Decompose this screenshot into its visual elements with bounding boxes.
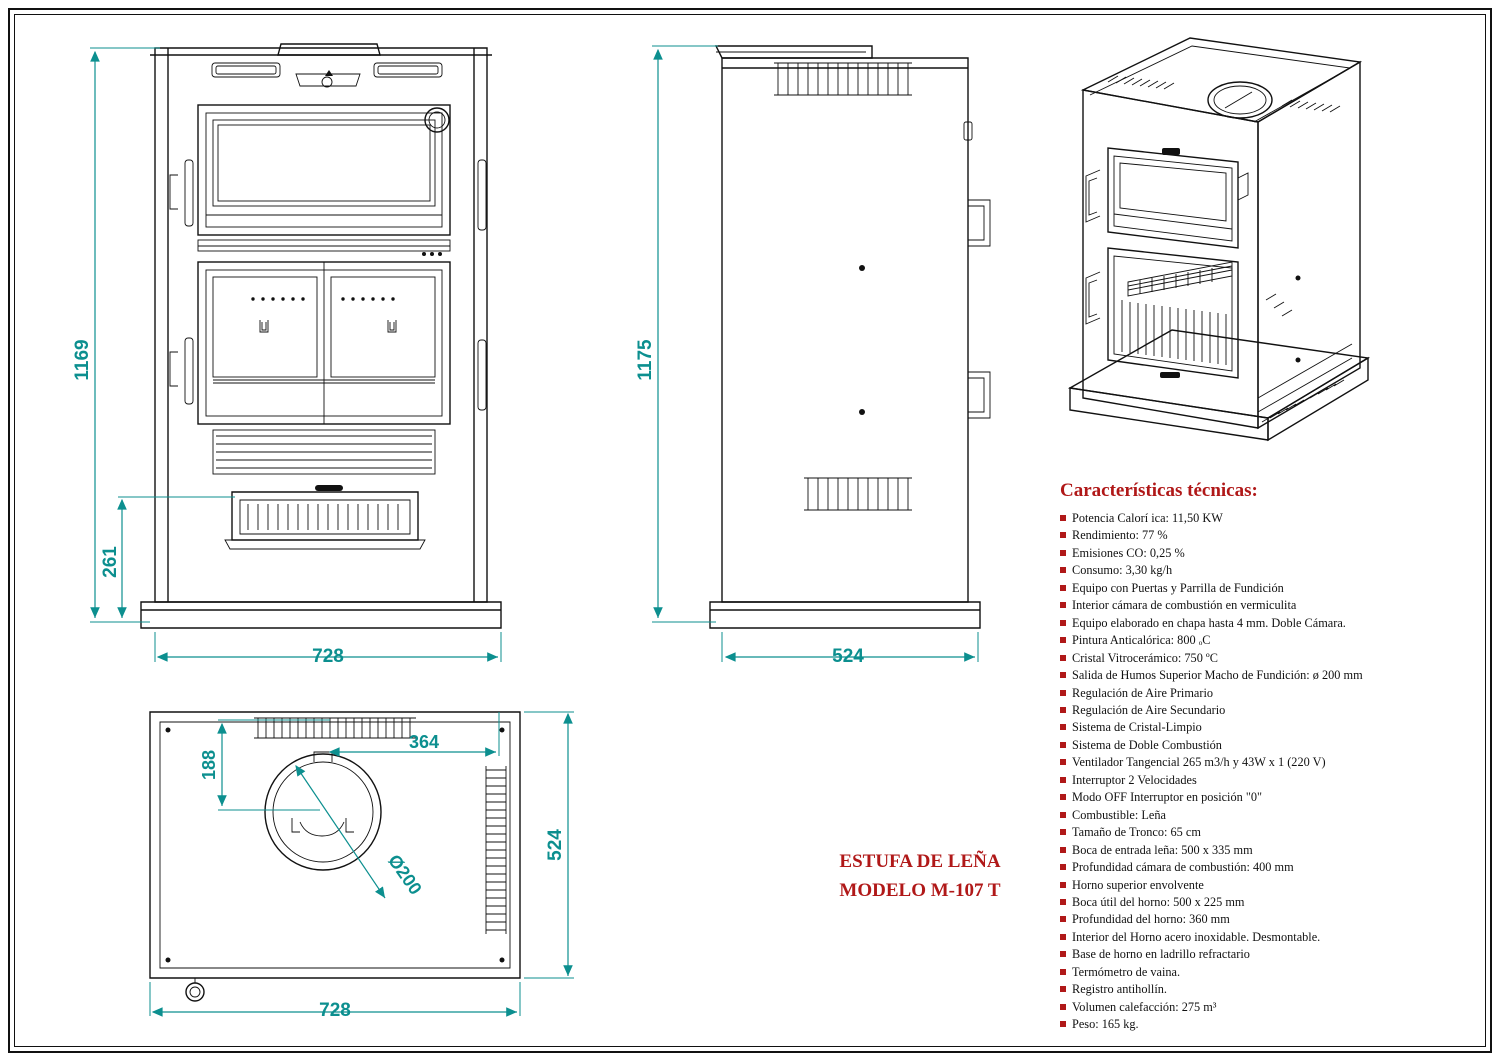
spec-bullet-icon <box>1060 585 1066 591</box>
specs-list <box>1060 510 1480 1034</box>
dim-top-depth: 524 <box>545 829 566 861</box>
spec-item <box>1060 545 1480 562</box>
specs-heading: Características técnicas: <box>1060 480 1258 501</box>
spec-bullet-icon <box>1060 515 1066 521</box>
spec-bullet-icon <box>1060 847 1066 853</box>
spec-item <box>1060 964 1480 981</box>
spec-bullet-icon <box>1060 812 1066 818</box>
spec-bullet-icon <box>1060 882 1066 888</box>
spec-item <box>1060 615 1480 632</box>
spec-item <box>1060 929 1480 946</box>
spec-item-label: Equipo con Puertas y Parrilla de Fundición <box>1072 580 1284 595</box>
spec-item <box>1060 859 1480 876</box>
spec-item <box>1060 632 1480 649</box>
spec-item-label: Pintura Anticalórica: 800 ₒC <box>1072 633 1211 648</box>
spec-item <box>1060 824 1480 841</box>
spec-bullet-icon <box>1060 777 1066 783</box>
spec-item <box>1060 999 1480 1016</box>
spec-item <box>1060 737 1480 754</box>
spec-bullet-icon <box>1060 794 1066 800</box>
spec-item-label: Tamaño de Tronco: 65 cm <box>1072 825 1201 840</box>
spec-item <box>1060 1016 1480 1033</box>
spec-item <box>1060 911 1480 928</box>
spec-item-label: Regulación de Aire Secundario <box>1072 702 1226 717</box>
dim-top-width: 728 <box>319 1000 351 1021</box>
spec-item-label: Boca útil del horno: 500 x 225 mm <box>1072 894 1245 909</box>
spec-item <box>1060 877 1480 894</box>
spec-item-label: Cristal Vitrocerámico: 750 ºC <box>1072 650 1218 665</box>
spec-item <box>1060 510 1480 527</box>
title-block <box>790 848 1050 905</box>
spec-bullet-icon <box>1060 532 1066 538</box>
spec-item-label: Modo OFF Interruptor en posición "0" <box>1072 790 1263 805</box>
spec-item-label: Interruptor 2 Velocidades <box>1072 772 1197 787</box>
spec-bullet-icon <box>1060 829 1066 835</box>
front-view <box>72 44 501 667</box>
spec-bullet-icon <box>1060 864 1066 870</box>
spec-item <box>1060 527 1480 544</box>
spec-item <box>1060 702 1480 719</box>
spec-item-label: Salida de Humos Superior Macho de Fundición: ø 200 mm <box>1072 668 1363 683</box>
spec-item <box>1060 894 1480 911</box>
dim-front-height: 1169 <box>72 339 93 381</box>
spec-bullet-icon <box>1060 620 1066 626</box>
dim-flue-offset-x: 364 <box>408 732 440 752</box>
dim-side-depth: 524 <box>832 646 864 667</box>
dim-front-base-height: 261 <box>100 546 121 578</box>
spec-item <box>1060 807 1480 824</box>
spec-item-label: Boca de entrada leña: 500 x 335 mm <box>1072 842 1253 857</box>
product-title-line2: MODELO M-107 T <box>839 879 1001 901</box>
side-view <box>635 46 990 667</box>
perspective-view <box>1070 38 1368 440</box>
spec-bullet-icon <box>1060 567 1066 573</box>
spec-item-label: Peso: 165 kg. <box>1072 1017 1139 1032</box>
spec-bullet-icon <box>1060 602 1066 608</box>
spec-bullet-icon <box>1060 969 1066 975</box>
spec-item-label: Emisiones CO: 0,25 % <box>1072 545 1185 560</box>
spec-item <box>1060 842 1480 859</box>
spec-bullet-icon <box>1060 759 1066 765</box>
spec-item <box>1060 946 1480 963</box>
spec-item-label: Rendimiento: 77 % <box>1072 528 1168 543</box>
spec-item-label: Ventilador Tangencial 265 m3/h y 43W x 1 (220 V) <box>1072 755 1326 770</box>
spec-item-label: Equipo elaborado en chapa hasta 4 mm. Doble Cámara. <box>1072 615 1346 630</box>
spec-bullet-icon <box>1060 1021 1066 1027</box>
dim-side-height: 1175 <box>635 339 656 381</box>
spec-item-label: Consumo: 3,30 kg/h <box>1072 563 1173 578</box>
spec-bullet-icon <box>1060 742 1066 748</box>
dim-flue-offset-y: 188 <box>199 749 219 781</box>
spec-item-label: Sistema de Cristal-Limpio <box>1072 720 1202 735</box>
dim-flue-diameter: Ø200 <box>384 850 426 899</box>
technical-specs-panel <box>1060 480 1480 1034</box>
spec-item-label: Combustible: Leña <box>1072 807 1166 822</box>
spec-item-label: Registro antihollín. <box>1072 982 1167 997</box>
spec-bullet-icon <box>1060 707 1066 713</box>
spec-bullet-icon <box>1060 655 1066 661</box>
spec-item <box>1060 667 1480 684</box>
spec-item-label: Regulación de Aire Primario <box>1072 685 1214 700</box>
spec-item <box>1060 650 1480 667</box>
spec-bullet-icon <box>1060 1004 1066 1010</box>
dim-front-width: 728 <box>312 646 344 667</box>
spec-item-label: Base de horno en ladrillo refractario <box>1072 947 1250 962</box>
spec-item <box>1060 981 1480 998</box>
spec-item <box>1060 685 1480 702</box>
spec-bullet-icon <box>1060 934 1066 940</box>
spec-item-label: Volumen calefacción: 275 m³ <box>1072 999 1217 1014</box>
spec-bullet-icon <box>1060 550 1066 556</box>
spec-bullet-icon <box>1060 637 1066 643</box>
spec-item <box>1060 562 1480 579</box>
spec-item-label: Interior del Horno acero inoxidable. Desmontable. <box>1072 929 1321 944</box>
spec-item <box>1060 719 1480 736</box>
spec-item-label: Sistema de Doble Combustión <box>1072 737 1222 752</box>
spec-bullet-icon <box>1060 899 1066 905</box>
top-view <box>150 712 574 1021</box>
spec-item <box>1060 580 1480 597</box>
spec-item-label: Profundidad cámara de combustión: 400 mm <box>1072 860 1294 875</box>
spec-item <box>1060 772 1480 789</box>
spec-bullet-icon <box>1060 672 1066 678</box>
spec-item <box>1060 754 1480 771</box>
spec-bullet-icon <box>1060 951 1066 957</box>
spec-item <box>1060 597 1480 614</box>
spec-item-label: Horno superior envolvente <box>1072 877 1204 892</box>
spec-bullet-icon <box>1060 916 1066 922</box>
spec-item <box>1060 789 1480 806</box>
spec-item-label: Potencia Calorí ica: 11,50 KW <box>1072 511 1223 525</box>
product-title-line1: ESTUFA DE LEÑA <box>839 851 1001 872</box>
spec-item-label: Termómetro de vaina. <box>1072 964 1181 979</box>
spec-bullet-icon <box>1060 690 1066 696</box>
spec-item-label: Interior cámara de combustión en vermiculita <box>1072 598 1297 613</box>
spec-bullet-icon <box>1060 986 1066 992</box>
spec-bullet-icon <box>1060 724 1066 730</box>
spec-item-label: Profundidad del horno: 360 mm <box>1072 912 1230 927</box>
